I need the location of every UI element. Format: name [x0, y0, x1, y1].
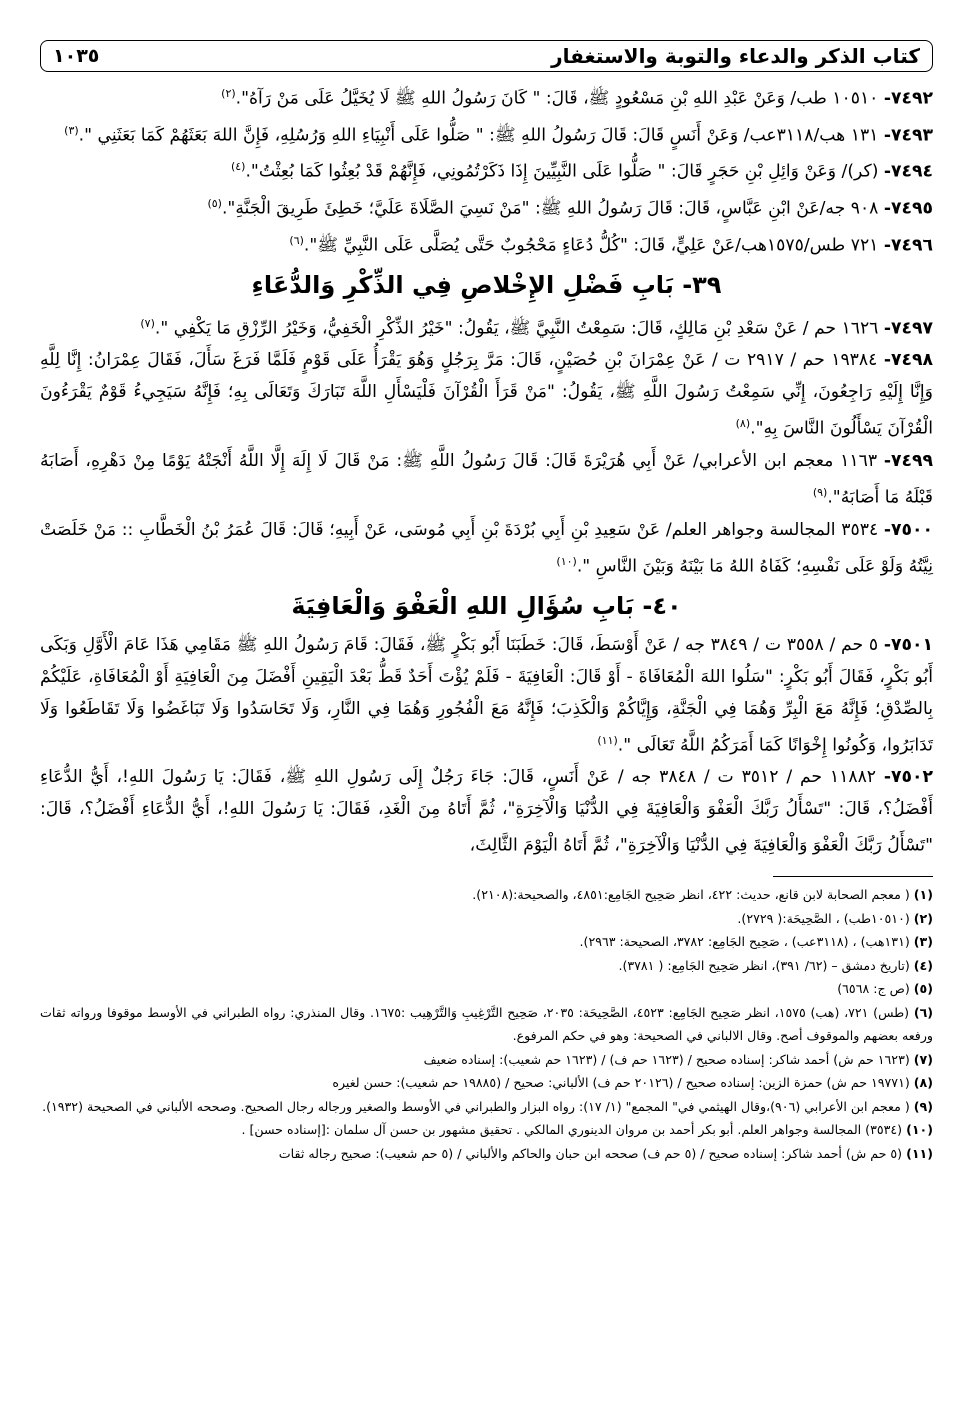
footnote: (١١) (٥ حم ش) أحمد شاكر: إسناده صحيح / (٥ حم ف) صححه ابن حبان والحاكم والألباني / (٥ حم شعيب): صحيح رجاله ثقات: [278, 1145, 933, 1161]
footnote: (١) ( معجم الصحابة لابن قانع، حديث: ٤٢٢، انظر صَحِيح الجَامِع:٤٨٥١، والصحيحة:(٢١٠٨).: [472, 887, 933, 903]
footnote: (٥) (ص ج: ٦٥٦٨): [837, 981, 933, 997]
page-header: [40, 40, 933, 72]
footnotes: [40, 883, 933, 1165]
main-text: [40, 78, 933, 862]
hadith-entry: ٧٤٩٤- (كر)/ وَعَنْ وَائِلِ بْنِ حَجَرٍ قَالَ: " صَلُّوا عَلَى النَّبِيِّينَ إِذَا ذَكَرْتُمُونِي، فَإِنَّهُمْ قَدْ بُعِثُوا كَمَا بُعِثْتُ".$^{(٤)}$: [230, 160, 933, 183]
hadith-entry: ٧٤٩٥- ٩٠٨ جه/عَنْ ابْنِ عَبَّاسٍ، قَالَ: قَالَ رَسُولُ اللهِ ﷺ: "مَنْ نَسِيَ الصَّلَاةَ عَلَيَّ؛ خَطِئَ طَرِيقَ الْجَنَّةِ".$^{(٥)}$: [207, 197, 933, 219]
hadith-entry: ٧٤٩٢- ١٠٥١٠ طب/ وَعَنْ عَبْدِ اللهِ بْنِ مَسْعُودٍ ﷺ، قَالَ: " كَانَ رَسُولُ اللهِ ﷺ لَا يُخَيَّلُ عَلَى مَنْ رَآهُ".$^{(٢)}$: [221, 87, 933, 109]
hadith-entry: ٧٥٠٢- ١١٨٨٢ حم / ٣٥١٢ ت / ٣٨٤٨ جه / عَنْ أَنَسٍ، قَالَ: جَاءَ رَجُلٌ إِلَى رَسُولِ اللهِ ﷺ، فَقَالَ: يَا رَسُولَ اللهِ!، أَيُّ الدُّعَاءِ أَفْضَلُ؟، قَالَ: "تَسْأَلُ رَبَّكَ الْعَفْوَ وَالْعَافِيَةَ فِي الدُّنْيَا وَالْآخِرَةِ"، ثُمَّ أَتَاهُ مِنَ الْغَدِ، فَقَالَ: يَا رَسُولَ اللهِ!، أَيُّ الدُّعَاءِ أَفْضَلُ؟، قَالَ: "تَسْأَلُ رَبَّكَ الْعَفْوَ وَالْعَافِيَةَ فِي الدُّنْيَا وَالْآخِرَةِ"، ثُمَّ أَتَاهُ الْيَوْمَ الثَّالِثَ،: [40, 767, 933, 857]
chapter-heading: ٣٩- بَابِ فَضْلِ الإِخْلاصِ فِي الذِّكْرِ وَالدُّعَاءِ: [251, 270, 722, 299]
hadith-entry: ٧٤٩٦- ٧٢١ طس/١٥٧٥هب/عَنْ عَلِيٍّ، قَالَ: "كُلُّ دُعَاءٍ مَحْجُوبٌ حَتَّى يُصَلَّى عَلَى النَّبِيِّ ﷺ".$^{(٦)}$: [289, 233, 933, 256]
footnote: (٩) ( معجم ابن الأعرابي (٩٠٦)،وقال الهيثمي في" المجمع" (١/ ١٧): رواه البزار والطبراني في الأوسط والصغير ورجاله رجال الصحيح. وصححه الألباني في الصحيحة (١٩٣٢).: [42, 1098, 933, 1114]
footnote: (٧) (١٦٢٣ حم ش) أحمد شاكر: إسناده صحيح / (١٦٢٣ حم ف) / (١٦٢٣ حم شعيب): إسناده ضعيف: [423, 1051, 933, 1067]
footnote: (١٠) (٣٥٣٤) المجالسة وجواهر العلم. أبو بكر أحمد بن مروان الدينوري المالكي . تحقيق مشهور بن حسن آل سلمان :[إسناده حسن] .: [241, 1122, 933, 1138]
footnote: (٤) (تاريخ دمشق – (٦٢/ ٣٩١)، انظر صَحِيح الجَامِع: ( ٣٧٨١).: [618, 957, 933, 973]
hadith-entry: ٧٤٩٧- ١٦٢٦ حم / عَنْ سَعْدِ بْنِ مَالِكٍ، قَالَ: سَمِعْتُ النَّبِيَّ ﷺ، يَقُولُ: "خَيْرُ الذِّكْرِ الْخَفِيُّ، وَخَيْرُ الرِّزْقِ مَا يَكْفِي ".$^{(٧)}$: [140, 316, 933, 339]
hadith-entry: ٧٤٩٩- ١١٦٣ معجم ابن الأعرابي/ عَنْ أَبِي هُرَيْرَةَ قَالَ: قَالَ رَسُولُ اللَّهِ ﷺ: مَنْ قَالَ لَا إِلَهَ إِلَّا اللَّهُ أَنْجَتْهُ يَوْمًا مِنْ دَهْرِهِ، أَصَابَهُ قَبْلَهُ مَا أَصَابَهُ".$^{(٩)}$: [40, 451, 933, 508]
footnote: (٨) (١٩٧٧١ حم ش) حمزة الزين: إسناده صحيح / (٢٠١٢٦ حم ف) الألباني: صحيح / (١٩٨٨٥ حم شعيب): حسن لغيره: [332, 1075, 933, 1091]
footnote: (٦) (طس) ٧٢١، (هب) ١٥٧٥، انظر صَحِيح الجَامِع: ٤٥٢٣، الصَّحِيحَة: ٢٠٣٥، صَحِيح التَّرْغِيبِ وَالتَّرْهِيب :١٦٧٥. وقال المنذري: رواه الطبراني في الأوسط موقوفا ورواته ثقات ورفعه بعضهم والموقوف أصح. وقال الالباني في الصحيحة: وهو في حكم المرفوع.: [40, 1004, 934, 1044]
footnote: (٣) (١٣١هب) ، (٣١١٨عب) ، صَحِيح الجَامِع: ٣٧٨٢، الصحيحة: ٢٩٦٣).: [579, 934, 933, 950]
book-title: كتاب الذكر والدعاء والتوبة والاستغفار: [551, 44, 920, 68]
page-number: ١٠٣٥: [53, 45, 100, 67]
hadith-entry: ٧٤٩٨- ١٩٣٨٤ حم / ٢٩١٧ ت / عَنْ عِمْرَانَ بْنِ حُصَيْنٍ، قَالَ: مَرَّ بِرَجُلٍ وَهُوَ يَقْرَأُ عَلَى قَوْمٍ فَلَمَّا فَرَغَ سَأَلَ، فَقَالَ عِمْرَانُ: إِنَّا لِلَّهِ وَإِنَّا إِلَيْهِ رَاجِعُونَ، إِنِّي سَمِعْتُ رَسُولَ اللَّهِ ﷺ، يَقُولُ: "مَنْ قَرَأَ الْقُرْآنَ فَلْيَسْأَلِ اللَّهَ تَبَارَكَ وَتَعَالَى بِهِ؛ فَإِنَّهُ سَيَجِيءُ قَوْمٌ يَقْرَءُونَ الْقُرْآنَ يَسْأَلُونَ النَّاسَ بِهِ".$^{(٨)}$: [40, 350, 933, 440]
hadith-entry: ٧٥٠٠- ٣٥٣٤ المجالسة وجواهر العلم/ عَنْ سَعِيدِ بْنِ أَبِي بُرْدَةَ بْنِ أَبِي مُوسَى، عَنْ أَبِيهِ؛ قَالَ: قَالَ عُمَرُ بْنُ الْخَطَّابِ :: مَنْ خَلَصَتْ نِيَّتُهُ وَلَوْ عَلَى نَفْسِهِ؛ كَفَاهُ اللهُ مَا بَيْنَهُ وَبَيْنَ النَّاسِ ".$^{(١٠)}$: [40, 519, 933, 577]
chapter-heading: ٤٠- بَابِ سُؤَالِ اللهِ الْعَفْوَ وَالْعَافِيَةَ: [291, 591, 682, 620]
page: [40, 40, 933, 1165]
footnote-divider: [773, 876, 933, 877]
hadith-entry: ٧٤٩٣- ١٣١ هب/٣١١٨عب/ وَعَنْ أَنَسٍ قَالَ: قَالَ رَسُولُ اللهِ ﷺ: " صَلُّوا عَلَى أَنْبِيَاءِ اللهِ وَرُسُلِهِ، فَإِنَّ اللهَ بَعَثَهُمْ كَمَا بَعَثَنِي ".$^{(٣)}$: [64, 123, 933, 146]
hadith-entry: ٧٥٠١- ٥ حم / ٣٥٥٨ ت / ٣٨٤٩ جه / عَنْ أَوْسَطَ، قَالَ: خَطَبَنَا أَبُو بَكْرٍ ﷺ، فَقَالَ: قَامَ رَسُولُ اللهِ ﷺ مَقَامِي هَذَا عَامَ الْأَوَّلِ وَبَكَى أَبُو بَكْرٍ، فَقَالَ أَبُو بَكْرٍ: "سَلُوا اللهَ الْمُعَافَاةَ - أَوْ قَالَ: الْعَافِيَةَ - فَلَمْ يُؤْتَ أَحَدٌ قَطُّ بَعْدَ الْيَقِينِ أَفْضَلَ مِنَ الْعَافِيَةِ أَوْ الْمُعَافَاةِ، عَلَيْكُمْ بِالصِّدْقِ؛ فَإِنَّهُ مَعَ الْبِرِّ وَهُمَا فِي الْجَنَّةِ، وَإِيَّاكُمْ وَالْكَذِبَ؛ فَإِنَّهُ مَعَ الْفُجُورِ وَهُمَا فِي النَّارِ، وَلَا تَحَاسَدُوا وَلَا تَبَاغَضُوا وَلَا تَقَاطَعُوا وَلَا تَدَابَرُوا، وَكُونُوا إِخْوَانًا كَمَا أَمَرَكُمُ اللَّهُ تَعَالَى ".$^{(١١)}$: [40, 634, 933, 756]
footnote: (٢) (١٠٥١٠طب) ، الصَّحِيحَة:( ٢٧٢٩).: [737, 910, 933, 926]
